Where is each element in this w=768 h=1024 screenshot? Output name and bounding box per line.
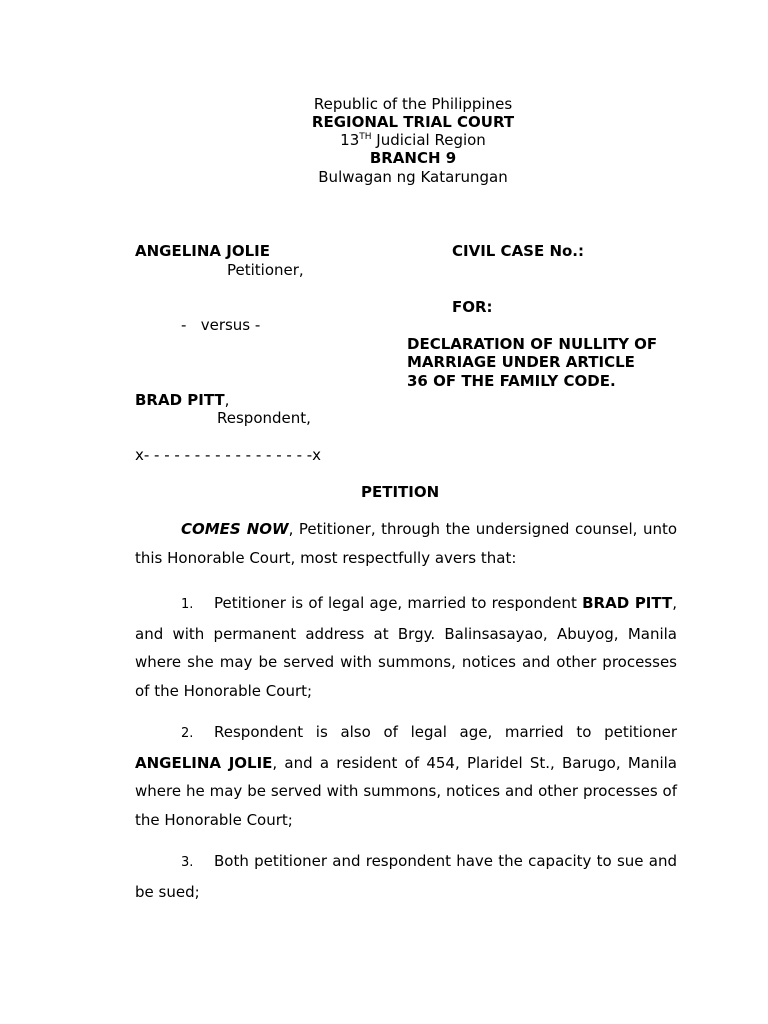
allegation-3-text: Both petitioner and respondent have the capacity to sue and be sued; [135,852,677,901]
header-republic: Republic of the Philippines [313,95,513,113]
allegation-1 [135,589,677,705]
header-region-number: 13 [340,131,360,149]
allegation-2-bold: ANGELINA JOLIE [135,753,273,772]
petitioner-name: ANGELINA JOLIE [135,242,270,260]
respondent-comma: , [224,391,230,409]
respondent-line [135,391,229,409]
versus-label: - versus - [181,316,261,334]
petitioner-role: Petitioner, [227,261,304,279]
header-region [0,131,768,149]
for-label: FOR: [452,298,493,316]
allegation-2-number: 2. [181,726,194,741]
civil-case-label: CIVIL CASE No.: [452,242,585,260]
header-court: REGIONAL TRIAL COURT [311,113,515,131]
allegation-1-text-pre: Petitioner is of legal age, married to respondent [214,594,583,612]
allegation-3 [135,847,677,906]
intro-text: , Petitioner, through the undersigned counsel, unto this Honorable Court, most respectfully avers that: [135,520,678,567]
header-hall: Bulwagan ng Katarungan [318,168,508,186]
subject-line-3: 36 OF THE FAMILY CODE. [407,372,616,390]
allegation-2 [135,718,677,834]
allegation-1-bold: BRAD PITT [582,594,673,612]
intro-paragraph [135,515,677,572]
caption-separator: x- - - - - - - - - - - - - - - - -x [135,446,322,464]
respondent-role: Respondent, [217,409,311,427]
allegation-2-text-pre: Respondent is also of legal age, married to petitioner [214,723,677,741]
allegation-1-text-post: , and with permanent address at Brgy. Balinsasayao, Abuyog, Manila where she may be served with summons, notices and other processes of the Honorable Court; [135,594,677,700]
allegation-2-text-post: , and a resident of 454, Plaridel St., Barugo, Manila where he may be served with summons, notices and other processes of the Honorable Court; [135,753,677,829]
intro-lead: COMES NOW [181,520,289,538]
allegation-3-number: 3. [181,855,194,870]
subject-line-1: DECLARATION OF NULLITY OF [407,335,658,353]
header-region-text: Judicial Region [371,131,486,149]
respondent-name: BRAD PITT [135,391,225,409]
subject-line-2: MARRIAGE UNDER ARTICLE [407,353,635,371]
header-region-suffix: TH [359,132,372,142]
header-branch: BRANCH 9 [369,149,457,167]
allegation-1-number: 1. [181,597,194,612]
petition-title: PETITION [361,483,440,501]
